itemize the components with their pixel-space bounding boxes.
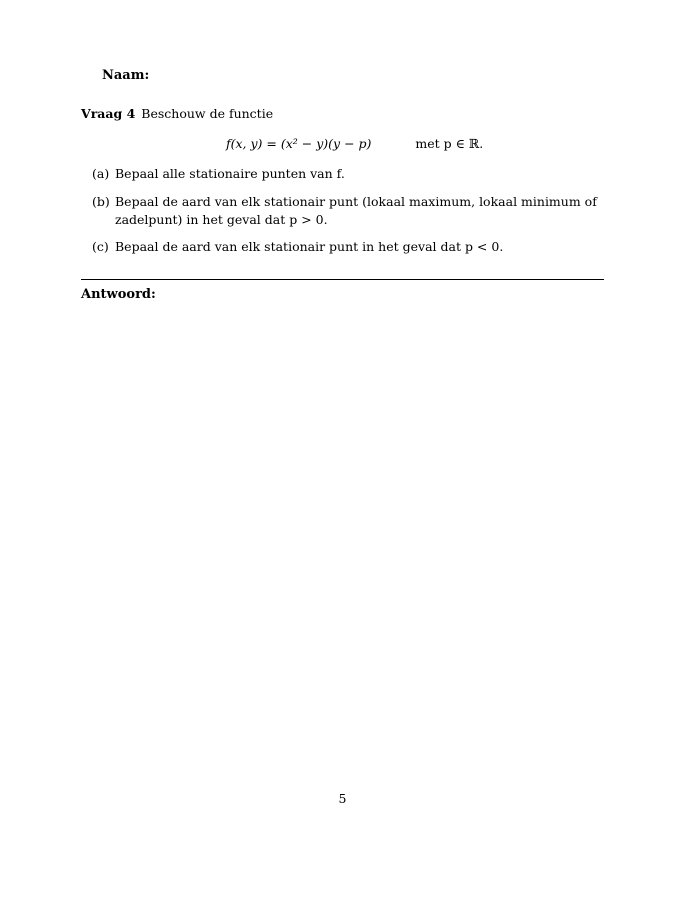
horizontal-divider <box>81 279 604 280</box>
formula-row <box>226 136 483 151</box>
item-text: Bepaal de aard van elk stationair punt in het geval dat p < 0. <box>115 239 504 254</box>
question-item-a <box>92 165 622 183</box>
question-number: Vraag 4 <box>81 106 136 121</box>
question-intro: Beschouw de functie <box>141 106 274 121</box>
item-label: (c) <box>92 239 109 254</box>
question-heading <box>81 106 273 121</box>
item-label: (b) <box>92 194 110 209</box>
answer-label: Antwoord: <box>81 287 156 302</box>
formula-condition: met p ∈ ℝ. <box>415 136 484 151</box>
function-formula: f(x, y) = (x² − y)(y − p) <box>226 136 372 151</box>
item-text: Bepaal alle stationaire punten van f. <box>115 166 345 181</box>
page-number: 5 <box>338 791 347 806</box>
name-label: Naam: <box>102 68 150 83</box>
question-item-b <box>92 193 622 229</box>
item-label: (a) <box>92 166 110 181</box>
item-text: Bepaal de aard van elk stationair punt (lokaal maximum, lokaal minimum of zadelpunt) in het geval dat p > 0. <box>115 194 597 227</box>
question-item-c <box>92 238 622 256</box>
